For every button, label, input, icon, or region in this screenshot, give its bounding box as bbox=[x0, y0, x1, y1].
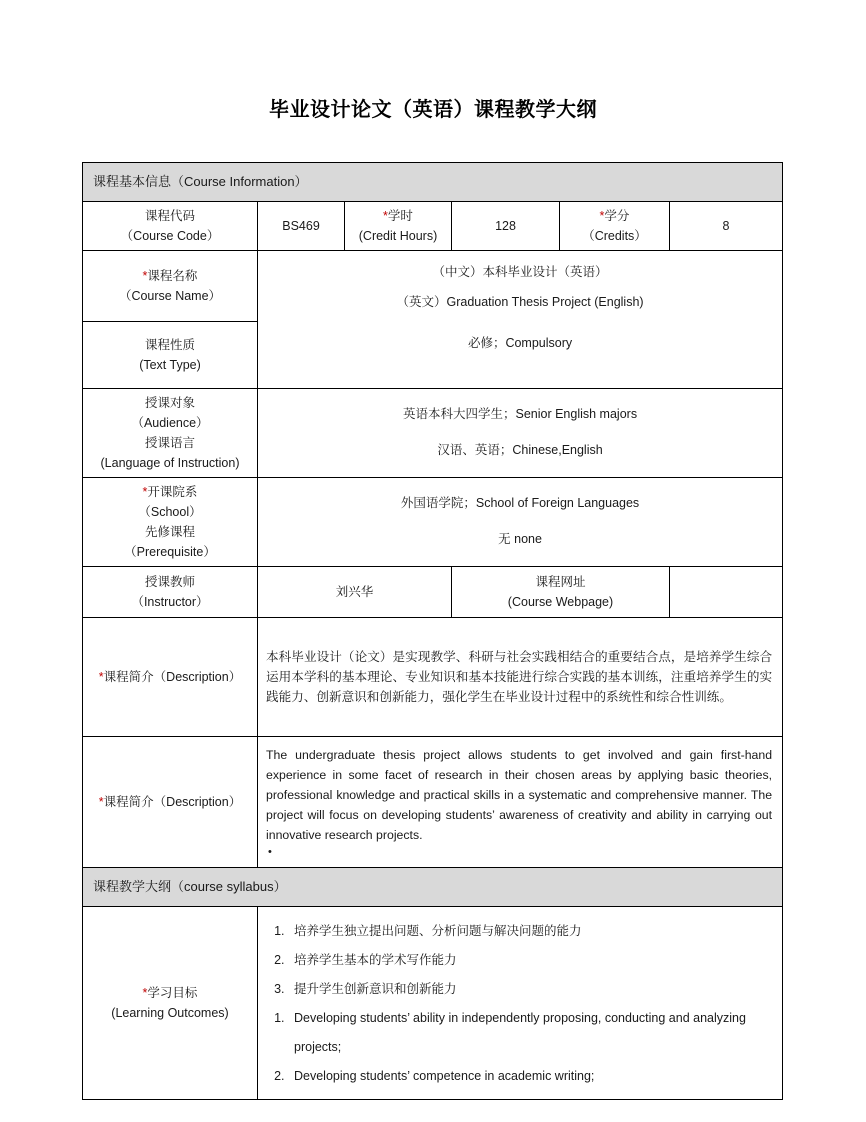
list-item: 1. 培养学生独立提出问题、分析问题与解决问题的能力 bbox=[288, 917, 774, 946]
section-header-course-information: 课程基本信息（Course Information） bbox=[83, 163, 783, 202]
bullet-icon: • bbox=[268, 846, 272, 858]
label-text-type bbox=[83, 322, 258, 389]
course-syllabus-table bbox=[82, 162, 783, 1100]
label-prerequisite-en: （Prerequisite） bbox=[124, 545, 216, 559]
list-item: 1. Developing students’ ability in independently proposing, conducting and analyzing projects; bbox=[288, 1004, 774, 1062]
value-learning-outcomes bbox=[258, 907, 783, 1100]
value-text-type: 必修；Compulsory bbox=[467, 336, 573, 350]
label-credit-hours-zh: 学时 bbox=[387, 209, 413, 223]
label-course-webpage-zh: 课程网址 bbox=[535, 575, 586, 589]
label-credit-hours-en: (Credit Hours) bbox=[358, 229, 438, 243]
label-description-zh bbox=[83, 618, 258, 737]
value-course-code: BS469 bbox=[258, 202, 345, 251]
label-text-type-zh: 课程性质 bbox=[144, 338, 195, 352]
section-header-course-syllabus: 课程教学大纲（course syllabus） bbox=[83, 868, 783, 907]
label-instructor bbox=[83, 567, 258, 618]
value-instructor: 刘兴华 bbox=[258, 567, 452, 618]
label-credits-zh: 学分 bbox=[604, 209, 630, 223]
list-item: 2. 培养学生基本的学术写作能力 bbox=[288, 946, 774, 975]
table-row bbox=[83, 478, 783, 567]
table-row bbox=[83, 567, 783, 618]
table-row bbox=[83, 163, 783, 202]
table-row bbox=[83, 251, 783, 322]
list-item: 3. 提升学生创新意识和创新能力 bbox=[288, 975, 774, 1004]
required-asterisk-description-en: * bbox=[98, 795, 104, 809]
value-audience: 英语本科大四学生；Senior English majors bbox=[402, 407, 638, 421]
value-description-en bbox=[258, 737, 783, 868]
label-course-name bbox=[83, 251, 258, 322]
label-school-and-prerequisite bbox=[83, 478, 258, 567]
learning-outcomes-list-en bbox=[262, 1004, 774, 1091]
label-school-en: （School） bbox=[138, 505, 202, 519]
required-asterisk-credit-hours: * bbox=[383, 209, 388, 223]
value-language-of-instruction: 汉语、英语；Chinese,English bbox=[437, 443, 603, 457]
value-credits: 8 bbox=[670, 202, 783, 251]
required-asterisk-learning-outcomes: * bbox=[142, 986, 148, 1000]
label-audience-and-language bbox=[83, 389, 258, 478]
label-school-zh: 开课院系 bbox=[147, 485, 198, 499]
table-row bbox=[83, 907, 783, 1100]
label-course-webpage bbox=[452, 567, 670, 618]
table-row bbox=[83, 737, 783, 868]
value-school: 外国语学院；School of Foreign Languages bbox=[400, 496, 640, 510]
label-language-en: (Language of Instruction) bbox=[100, 456, 240, 470]
label-course-code-zh: 课程代码 bbox=[144, 209, 195, 223]
required-asterisk-school: * bbox=[142, 485, 148, 499]
value-audience-and-language bbox=[258, 389, 783, 478]
value-prerequisite: 无 none bbox=[498, 532, 542, 546]
label-description-en-text: 课程简介（Description） bbox=[103, 795, 242, 809]
label-text-type-en: (Text Type) bbox=[139, 358, 201, 372]
label-credits-en: （Credits） bbox=[582, 229, 647, 243]
label-credits bbox=[560, 202, 670, 251]
value-credit-hours: 128 bbox=[452, 202, 560, 251]
required-asterisk-description-zh: * bbox=[98, 670, 104, 684]
required-asterisk-credits: * bbox=[599, 209, 605, 223]
label-course-code bbox=[83, 202, 258, 251]
table-row bbox=[83, 618, 783, 737]
label-instructor-en: （Instructor） bbox=[131, 595, 209, 609]
label-learning-outcomes-zh: 学习目标 bbox=[147, 986, 198, 1000]
label-course-webpage-en: (Course Webpage) bbox=[507, 595, 614, 609]
label-credit-hours bbox=[345, 202, 452, 251]
label-course-code-en: （Course Code） bbox=[120, 229, 220, 243]
label-prerequisite-zh: 先修课程 bbox=[144, 525, 195, 539]
table-row bbox=[83, 389, 783, 478]
value-school-and-prerequisite bbox=[258, 478, 783, 567]
label-instructor-zh: 授课教师 bbox=[144, 575, 195, 589]
value-course-name-and-text-type bbox=[258, 251, 783, 389]
table-row bbox=[83, 868, 783, 907]
value-course-name-en: （英文）Graduation Thesis Project (English) bbox=[396, 295, 644, 309]
label-description-en bbox=[83, 737, 258, 868]
label-audience-zh: 授课对象 bbox=[144, 396, 195, 410]
label-learning-outcomes-en: (Learning Outcomes) bbox=[111, 1006, 229, 1020]
label-learning-outcomes bbox=[83, 907, 258, 1100]
value-course-webpage bbox=[670, 567, 783, 618]
label-description-zh-text: 课程简介（Description） bbox=[103, 670, 242, 684]
label-audience-en: （Audience） bbox=[131, 416, 209, 430]
value-description-zh: 本科毕业设计（论文）是实现教学、科研与社会实践相结合的重要结合点，是培养学生综合运用本学科的基本理论、专业知识和基本技能进行综合实践的基本训练，注重培养学生的实践能力、创新意识和创新能力，强化学生在毕业设计过程中的系统性和综合性训练。 bbox=[258, 618, 783, 737]
value-course-name-zh: （中文）本科毕业设计（英语） bbox=[432, 265, 608, 279]
label-course-name-en: （Course Name） bbox=[118, 289, 222, 303]
description-en-paragraph: The undergraduate thesis project allows students to get involved and gain first-hand experience in some facet of research in their chosen areas by applying basic theories, professional knowledge and practical skills in a systematic and comprehensive manner. The project will focus on developing students’ awareness of creativity and ability in carrying out innovative research projects. bbox=[266, 748, 773, 842]
page-title: 毕业设计论文（英语）课程教学大纲 bbox=[269, 99, 597, 121]
label-course-name-zh: 课程名称 bbox=[147, 269, 198, 283]
list-item: 2. Developing students’ competence in academic writing; bbox=[288, 1062, 774, 1091]
required-asterisk-course-name: * bbox=[142, 269, 148, 283]
label-language-zh: 授课语言 bbox=[144, 436, 195, 450]
table-row bbox=[83, 202, 783, 251]
learning-outcomes-list-zh bbox=[262, 917, 774, 1004]
